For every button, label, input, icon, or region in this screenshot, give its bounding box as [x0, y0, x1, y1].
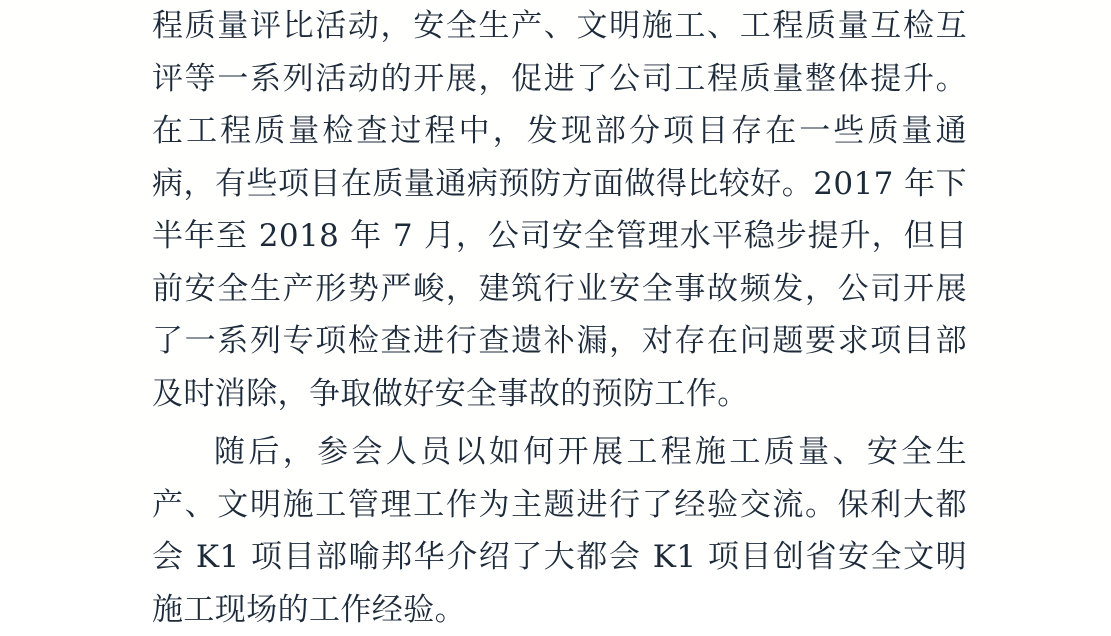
paragraph-1: 程质量评比活动，安全生产、文明施工、工程质量互检互评等一系列活动的开展，促进了公司工程质量整体提升。在工程质量检查过程中，发现部分项目存在一些质量通病，有些项目在质量通病预防方面做得比较好。2017 年下半年至 2018 年 7 月，公司安全管理水平稳步提升，但目前安全生产形势严峻，建筑行业安全事故频发，公司开展了一系列专项检查进行查遗补漏，对存在问题要求项目部及时消除，争取做好安全事故的预防工作。	[152, 8, 967, 412]
paragraph-2: 随后，参会人员以如何开展工程施工质量、安全生产、文明施工管理工作为主题进行了经验交流。保利大都会 K1 项目部喻邦华介绍了大都会 K1 项目创省安全文明施工现场的工作经验。	[152, 434, 967, 628]
document-text-block	[152, 0, 967, 636]
